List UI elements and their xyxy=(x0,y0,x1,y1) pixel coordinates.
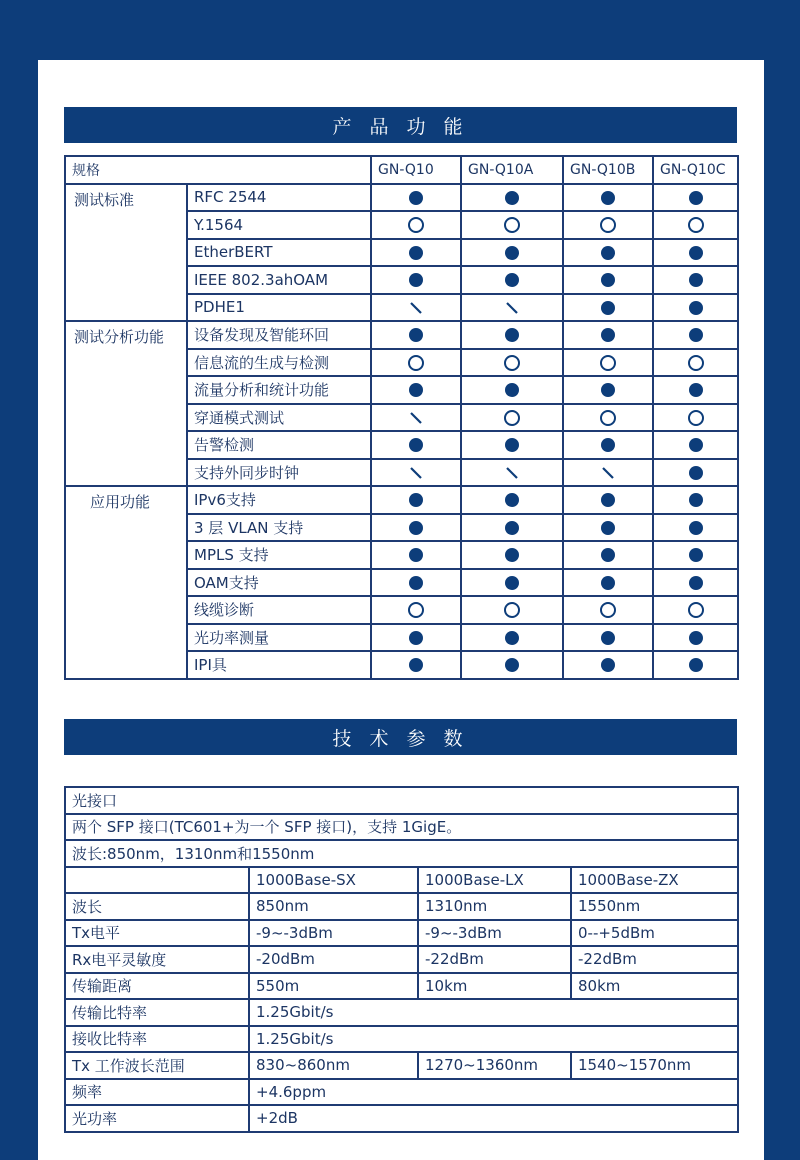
params-table xyxy=(64,786,739,1133)
param-value: -22dBm xyxy=(418,946,571,973)
filled-circle-icon xyxy=(689,328,703,342)
support-cell xyxy=(461,376,563,404)
support-cell xyxy=(563,211,653,239)
support-cell xyxy=(563,596,653,624)
hollow-circle-icon xyxy=(688,355,704,371)
filled-circle-icon xyxy=(409,631,423,645)
hollow-circle-icon xyxy=(600,410,616,426)
support-cell xyxy=(371,459,461,487)
filled-circle-icon xyxy=(689,383,703,397)
filled-circle-icon xyxy=(409,328,423,342)
support-cell xyxy=(563,376,653,404)
param-row xyxy=(65,973,738,1000)
support-cell xyxy=(461,541,563,569)
feature-name: EtherBERT xyxy=(187,239,371,267)
support-cell xyxy=(371,569,461,597)
filled-circle-icon xyxy=(409,521,423,535)
model-header: GN-Q10 xyxy=(371,156,461,184)
empty-header-cell xyxy=(65,867,249,894)
support-cell xyxy=(563,651,653,679)
module-header: 1000Base-ZX xyxy=(571,867,738,894)
support-cell xyxy=(653,651,738,679)
support-cell xyxy=(563,266,653,294)
support-cell xyxy=(371,514,461,542)
filled-circle-icon xyxy=(689,438,703,452)
param-value: -22dBm xyxy=(571,946,738,973)
param-value: 550m xyxy=(249,973,418,1000)
hollow-circle-icon xyxy=(600,355,616,371)
feature-group-label: 测试分析功能 xyxy=(65,321,187,486)
param-value: 1.25Gbit/s xyxy=(249,1026,738,1053)
param-value: 0--+5dBm xyxy=(571,920,738,947)
module-header: 1000Base-LX xyxy=(418,867,571,894)
filled-circle-icon xyxy=(409,191,423,205)
filled-circle-icon xyxy=(505,246,519,260)
filled-circle-icon xyxy=(689,576,703,590)
filled-circle-icon xyxy=(601,301,615,315)
not-supported-slash-icon xyxy=(409,411,423,425)
support-cell xyxy=(563,321,653,349)
filled-circle-icon xyxy=(689,273,703,287)
support-cell xyxy=(371,376,461,404)
filled-circle-icon xyxy=(689,191,703,205)
filled-circle-icon xyxy=(505,438,519,452)
filled-circle-icon xyxy=(409,383,423,397)
support-cell xyxy=(461,596,563,624)
optical-interface-label: 光接口 xyxy=(65,787,738,814)
section-banner-params xyxy=(64,719,737,755)
param-value: 80km xyxy=(571,973,738,1000)
hollow-circle-icon xyxy=(504,602,520,618)
filled-circle-icon xyxy=(689,493,703,507)
support-cell xyxy=(461,184,563,212)
feature-name: Y.1564 xyxy=(187,211,371,239)
support-cell xyxy=(461,651,563,679)
support-cell xyxy=(461,321,563,349)
support-cell xyxy=(371,431,461,459)
hollow-circle-icon xyxy=(408,355,424,371)
support-cell xyxy=(653,431,738,459)
support-cell xyxy=(371,266,461,294)
support-cell xyxy=(563,294,653,322)
param-row xyxy=(65,920,738,947)
support-cell xyxy=(461,624,563,652)
interface-description: 两个 SFP 接口(TC601+为一个 SFP 接口)，支持 1GigE。 xyxy=(65,814,738,841)
support-cell xyxy=(563,349,653,377)
support-cell xyxy=(461,514,563,542)
filled-circle-icon xyxy=(601,548,615,562)
feature-row xyxy=(65,321,738,349)
filled-circle-icon xyxy=(505,631,519,645)
feature-name: 线缆诊断 xyxy=(187,596,371,624)
hollow-circle-icon xyxy=(688,602,704,618)
param-value: +2dB xyxy=(249,1105,738,1132)
filled-circle-icon xyxy=(505,493,519,507)
support-cell xyxy=(563,514,653,542)
filled-circle-icon xyxy=(601,521,615,535)
param-value: 1310nm xyxy=(418,893,571,920)
support-cell xyxy=(653,266,738,294)
support-cell xyxy=(461,569,563,597)
feature-name: 设备发现及智能环回 xyxy=(187,321,371,349)
filled-circle-icon xyxy=(601,246,615,260)
hollow-circle-icon xyxy=(504,410,520,426)
support-cell xyxy=(653,624,738,652)
hollow-circle-icon xyxy=(600,602,616,618)
filled-circle-icon xyxy=(601,191,615,205)
support-cell xyxy=(371,404,461,432)
support-cell xyxy=(461,294,563,322)
filled-circle-icon xyxy=(409,246,423,260)
hollow-circle-icon xyxy=(504,217,520,233)
support-cell xyxy=(371,239,461,267)
filled-circle-icon xyxy=(601,576,615,590)
support-cell xyxy=(563,569,653,597)
feature-name: RFC 2544 xyxy=(187,184,371,212)
support-cell xyxy=(653,184,738,212)
filled-circle-icon xyxy=(601,383,615,397)
support-cell xyxy=(371,294,461,322)
support-cell xyxy=(563,404,653,432)
filled-circle-icon xyxy=(505,576,519,590)
support-cell xyxy=(371,596,461,624)
filled-circle-icon xyxy=(689,548,703,562)
feature-name: 支持外同步时钟 xyxy=(187,459,371,487)
support-cell xyxy=(563,624,653,652)
not-supported-slash-icon xyxy=(601,466,615,480)
support-cell xyxy=(563,459,653,487)
support-cell xyxy=(653,211,738,239)
module-header: 1000Base-SX xyxy=(249,867,418,894)
filled-circle-icon xyxy=(409,576,423,590)
param-label: 传输距离 xyxy=(65,973,249,1000)
model-header: GN-Q10C xyxy=(653,156,738,184)
filled-circle-icon xyxy=(601,273,615,287)
not-supported-slash-icon xyxy=(505,301,519,315)
filled-circle-icon xyxy=(409,438,423,452)
filled-circle-icon xyxy=(505,548,519,562)
param-value: 1540~1570nm xyxy=(571,1052,738,1079)
not-supported-slash-icon xyxy=(409,466,423,480)
support-cell xyxy=(653,349,738,377)
support-cell xyxy=(371,486,461,514)
not-supported-slash-icon xyxy=(505,466,519,480)
param-row xyxy=(65,1105,738,1132)
support-cell xyxy=(461,404,563,432)
param-value: -9~-3dBm xyxy=(249,920,418,947)
filled-circle-icon xyxy=(601,438,615,452)
filled-circle-icon xyxy=(601,328,615,342)
feature-name: MPLS 支持 xyxy=(187,541,371,569)
feature-name: 光功率测量 xyxy=(187,624,371,652)
support-cell xyxy=(371,184,461,212)
param-row xyxy=(65,893,738,920)
filled-circle-icon xyxy=(689,301,703,315)
hollow-circle-icon xyxy=(408,217,424,233)
feature-name: OAM支持 xyxy=(187,569,371,597)
param-row xyxy=(65,999,738,1026)
feature-row xyxy=(65,486,738,514)
filled-circle-icon xyxy=(689,466,703,480)
feature-row xyxy=(65,184,738,212)
filled-circle-icon xyxy=(601,493,615,507)
support-cell xyxy=(653,569,738,597)
hollow-circle-icon xyxy=(688,217,704,233)
support-cell xyxy=(653,376,738,404)
functions-table xyxy=(64,155,739,680)
filled-circle-icon xyxy=(409,493,423,507)
param-label: 传输比特率 xyxy=(65,999,249,1026)
params-table-body xyxy=(65,787,738,1132)
filled-circle-icon xyxy=(601,631,615,645)
hollow-circle-icon xyxy=(504,355,520,371)
feature-name: IEEE 802.3ahOAM xyxy=(187,266,371,294)
filled-circle-icon xyxy=(689,246,703,260)
param-value: -9~-3dBm xyxy=(418,920,571,947)
support-cell xyxy=(461,459,563,487)
support-cell xyxy=(371,651,461,679)
feature-name: 穿通模式测试 xyxy=(187,404,371,432)
param-label: 光功率 xyxy=(65,1105,249,1132)
filled-circle-icon xyxy=(689,521,703,535)
param-label: 频率 xyxy=(65,1079,249,1106)
support-cell xyxy=(563,431,653,459)
param-value: 830~860nm xyxy=(249,1052,418,1079)
functions-table-body xyxy=(65,184,738,679)
support-cell xyxy=(653,541,738,569)
param-label: Tx电平 xyxy=(65,920,249,947)
param-value: -20dBm xyxy=(249,946,418,973)
support-cell xyxy=(653,321,738,349)
support-cell xyxy=(371,211,461,239)
support-cell xyxy=(461,239,563,267)
support-cell xyxy=(563,486,653,514)
hollow-circle-icon xyxy=(600,217,616,233)
feature-name: 3 层 VLAN 支持 xyxy=(187,514,371,542)
param-label: 波长 xyxy=(65,893,249,920)
support-cell xyxy=(653,486,738,514)
param-value: 1.25Gbit/s xyxy=(249,999,738,1026)
support-cell xyxy=(461,486,563,514)
filled-circle-icon xyxy=(689,631,703,645)
filled-circle-icon xyxy=(409,548,423,562)
model-header: GN-Q10A xyxy=(461,156,563,184)
support-cell xyxy=(653,404,738,432)
support-cell xyxy=(461,266,563,294)
model-header: GN-Q10B xyxy=(563,156,653,184)
support-cell xyxy=(653,459,738,487)
hollow-circle-icon xyxy=(408,602,424,618)
filled-circle-icon xyxy=(505,383,519,397)
filled-circle-icon xyxy=(409,658,423,672)
feature-name: 信息流的生成与检测 xyxy=(187,349,371,377)
param-label: Rx电平灵敏度 xyxy=(65,946,249,973)
support-cell xyxy=(563,541,653,569)
filled-circle-icon xyxy=(505,658,519,672)
filled-circle-icon xyxy=(601,658,615,672)
section-banner-functions xyxy=(64,107,737,143)
param-value: 1550nm xyxy=(571,893,738,920)
filled-circle-icon xyxy=(689,658,703,672)
wavelength-summary: 波长:850nm，1310nm和1550nm xyxy=(65,840,738,867)
support-cell xyxy=(653,239,738,267)
filled-circle-icon xyxy=(505,328,519,342)
feature-name: PDHE1 xyxy=(187,294,371,322)
section-title: 产 品 功 能 xyxy=(332,115,469,138)
param-value: 1270~1360nm xyxy=(418,1052,571,1079)
param-row xyxy=(65,1079,738,1106)
param-label: 接收比特率 xyxy=(65,1026,249,1053)
spec-label: 规格 xyxy=(65,156,371,184)
support-cell xyxy=(371,624,461,652)
param-value: +4.6ppm xyxy=(249,1079,738,1106)
functions-table-header xyxy=(65,156,738,184)
param-row xyxy=(65,1026,738,1053)
support-cell xyxy=(371,349,461,377)
filled-circle-icon xyxy=(505,273,519,287)
param-row xyxy=(65,946,738,973)
support-cell xyxy=(371,541,461,569)
feature-name: IPI具 xyxy=(187,651,371,679)
param-value: 10km xyxy=(418,973,571,1000)
feature-group-label: 应用功能 xyxy=(65,486,187,679)
param-row xyxy=(65,1052,738,1079)
not-supported-slash-icon xyxy=(409,301,423,315)
support-cell xyxy=(461,211,563,239)
support-cell xyxy=(563,239,653,267)
support-cell xyxy=(563,184,653,212)
feature-name: 告警检测 xyxy=(187,431,371,459)
param-label: Tx 工作波长范围 xyxy=(65,1052,249,1079)
support-cell xyxy=(653,596,738,624)
filled-circle-icon xyxy=(505,521,519,535)
section-title: 技 术 参 数 xyxy=(332,727,469,750)
feature-name: IPv6支持 xyxy=(187,486,371,514)
support-cell xyxy=(653,514,738,542)
support-cell xyxy=(653,294,738,322)
param-value: 850nm xyxy=(249,893,418,920)
feature-group-label: 测试标准 xyxy=(65,184,187,322)
support-cell xyxy=(461,349,563,377)
hollow-circle-icon xyxy=(688,410,704,426)
filled-circle-icon xyxy=(409,273,423,287)
filled-circle-icon xyxy=(505,191,519,205)
support-cell xyxy=(461,431,563,459)
feature-name: 流量分析和统计功能 xyxy=(187,376,371,404)
support-cell xyxy=(371,321,461,349)
